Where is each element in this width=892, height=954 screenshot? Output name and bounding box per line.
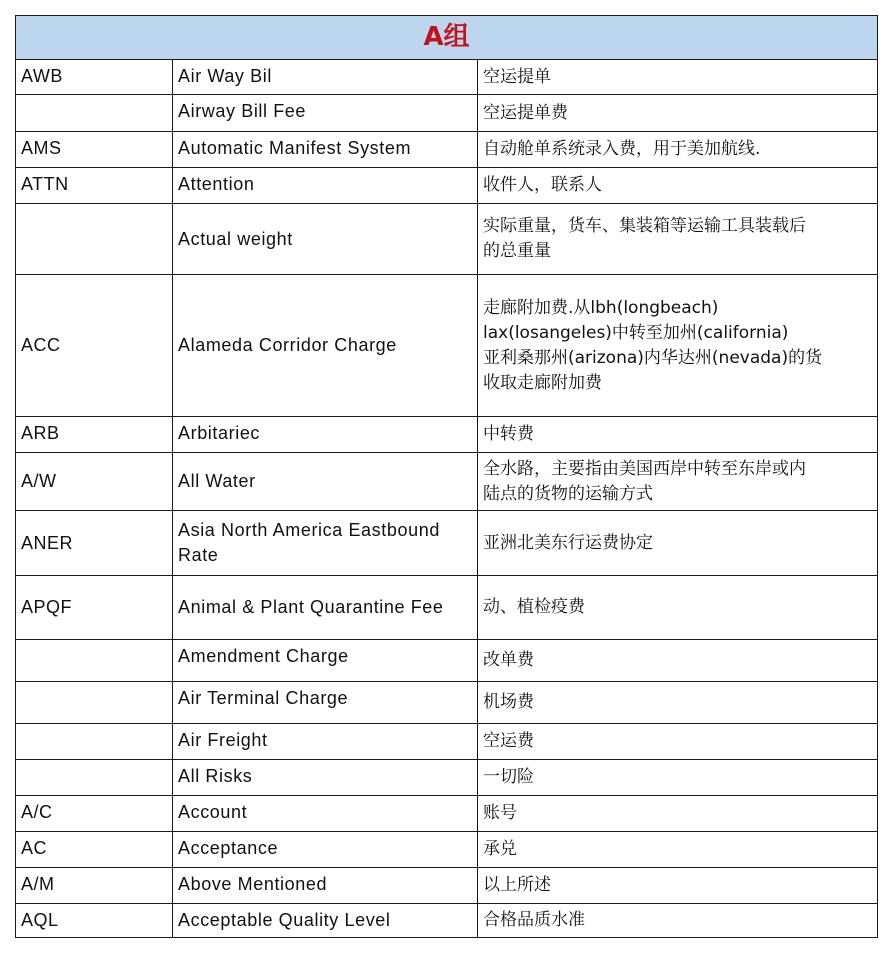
table-row	[16, 832, 878, 868]
glossary-table	[15, 15, 878, 938]
table-row	[16, 576, 878, 640]
table-row	[16, 132, 878, 168]
group-title: A组	[16, 16, 878, 60]
abbr-cell	[16, 95, 173, 132]
meaning-cell: 实际重量，货车、集装箱等运输工具装载后 的总重量	[478, 204, 878, 275]
table-row	[16, 511, 878, 576]
table-row	[16, 204, 878, 275]
meaning-cell: 空运费	[478, 724, 878, 760]
term-cell: Air Terminal Charge	[173, 682, 478, 724]
abbr-cell: A/W	[16, 453, 173, 511]
meaning-cell: 合格品质水准	[478, 904, 878, 938]
term-cell: Automatic Manifest System	[173, 132, 478, 168]
abbr-cell: A/C	[16, 796, 173, 832]
abbr-cell	[16, 760, 173, 796]
term-cell: Account	[173, 796, 478, 832]
table-row	[16, 95, 878, 132]
meaning-cell: 走廊附加费.从lbh(longbeach) lax(losangeles)中转至加州(california) 亚利桑那州(arizona)内华达州(nevada)的货 收取走廊附加费	[478, 275, 878, 417]
table-row	[16, 60, 878, 95]
meaning-cell: 自动舱单系统录入费，用于美加航线.	[478, 132, 878, 168]
meaning-cell: 动、植检疫费	[478, 576, 878, 640]
table-row	[16, 760, 878, 796]
term-cell: Above Mentioned	[173, 868, 478, 904]
term-cell: All Water	[173, 453, 478, 511]
term-cell: Asia North America Eastbound Rate	[173, 511, 478, 576]
abbr-cell	[16, 204, 173, 275]
title-row	[16, 16, 878, 60]
meaning-cell: 机场费	[478, 682, 878, 724]
abbr-cell	[16, 724, 173, 760]
term-cell: Air Freight	[173, 724, 478, 760]
table-row	[16, 904, 878, 938]
meaning-cell: 收件人，联系人	[478, 168, 878, 204]
table-row	[16, 453, 878, 511]
term-cell: Acceptable Quality Level	[173, 904, 478, 938]
meaning-cell: 中转费	[478, 417, 878, 453]
term-cell: Arbitariec	[173, 417, 478, 453]
term-cell: Actual weight	[173, 204, 478, 275]
term-cell: Air Way Bil	[173, 60, 478, 95]
abbr-cell: AWB	[16, 60, 173, 95]
table-row	[16, 640, 878, 682]
meaning-cell: 以上所述	[478, 868, 878, 904]
term-cell: Animal & Plant Quarantine Fee	[173, 576, 478, 640]
table-row	[16, 724, 878, 760]
term-cell: Alameda Corridor Charge	[173, 275, 478, 417]
abbr-cell: APQF	[16, 576, 173, 640]
abbr-cell: ATTN	[16, 168, 173, 204]
meaning-cell: 空运提单	[478, 60, 878, 95]
meaning-cell: 全水路，主要指由美国西岸中转至东岸或内 陆点的货物的运输方式	[478, 453, 878, 511]
abbr-cell: AC	[16, 832, 173, 868]
term-cell: All Risks	[173, 760, 478, 796]
table-row	[16, 168, 878, 204]
meaning-cell: 亚洲北美东行运费协定	[478, 511, 878, 576]
abbr-cell: A/M	[16, 868, 173, 904]
abbr-cell	[16, 640, 173, 682]
abbr-cell: ACC	[16, 275, 173, 417]
table-row	[16, 796, 878, 832]
meaning-cell: 承兑	[478, 832, 878, 868]
table-body	[16, 60, 878, 938]
term-cell: Airway Bill Fee	[173, 95, 478, 132]
abbr-cell: ANER	[16, 511, 173, 576]
table-row	[16, 275, 878, 417]
abbr-cell	[16, 682, 173, 724]
term-cell: Attention	[173, 168, 478, 204]
term-cell: Amendment Charge	[173, 640, 478, 682]
meaning-cell: 空运提单费	[478, 95, 878, 132]
abbr-cell: AMS	[16, 132, 173, 168]
meaning-cell: 改单费	[478, 640, 878, 682]
term-cell: Acceptance	[173, 832, 478, 868]
table-row	[16, 868, 878, 904]
table-row	[16, 682, 878, 724]
meaning-cell: 账号	[478, 796, 878, 832]
abbr-cell: ARB	[16, 417, 173, 453]
abbr-cell: AQL	[16, 904, 173, 938]
meaning-cell: 一切险	[478, 760, 878, 796]
table-row	[16, 417, 878, 453]
